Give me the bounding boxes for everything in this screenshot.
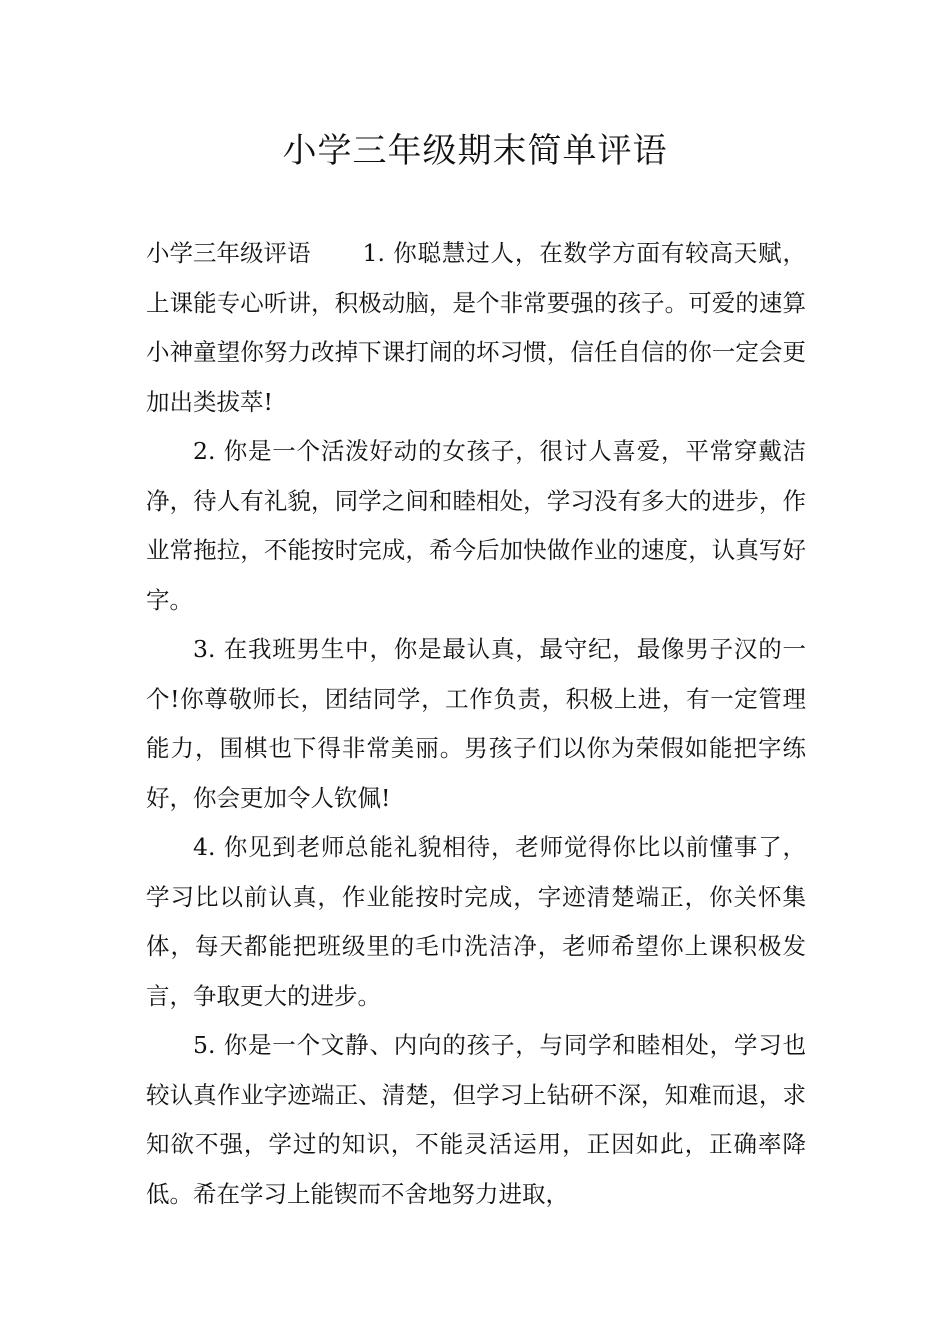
paragraph-4: 4. 你见到老师总能礼貌相待，老师觉得你比以前懂事了，学习比以前认真，作业能按时完成，字迹清楚端正，你关怀集体，每天都能把班级里的毛巾洗洁净，老师希望你上课积极发言，争取更大的进步。 <box>146 833 806 1010</box>
paragraph-1 <box>146 229 806 427</box>
document-body <box>146 229 806 1219</box>
intro-label: 小学三年级评语 <box>146 239 311 267</box>
paragraph-1-text: 1. 你聪慧过人，在数学方面有较高天赋，上课能专心听讲，积极动脑，是个非常要强的孩子。可爱的速算小神童望你努力改掉下课打闹的坏习惯，信任自信的你一定会更加出类拔萃! <box>146 239 806 416</box>
paragraph-5: 5. 你是一个文静、内向的孩子，与同学和睦相处，学习也较认真作业字迹端正、清楚，但学习上钻研不深，知难而退，求知欲不强，学过的知识，不能灵活运用，正因如此，正确率降低。希在学习上能锲而不舍地努力进取， <box>146 1031 806 1208</box>
paragraph-3: 3. 在我班男生中，你是最认真，最守纪，最像男子汉的一个!你尊敬师长，团结同学，工作负责，积极上进，有一定管理能力，围棋也下得非常美丽。男孩子们以你为荣假如能把字练好，你会更加令人钦佩! <box>146 635 806 812</box>
paragraph-2: 2. 你是一个活泼好动的女孩子，很讨人喜爱，平常穿戴洁净，待人有礼貌，同学之间和睦相处，学习没有多大的进步，作业常拖拉，不能按时完成，希今后加快做作业的速度，认真写好字。 <box>146 437 806 614</box>
document-title: 小学三年级期末简单评语 <box>282 131 668 171</box>
